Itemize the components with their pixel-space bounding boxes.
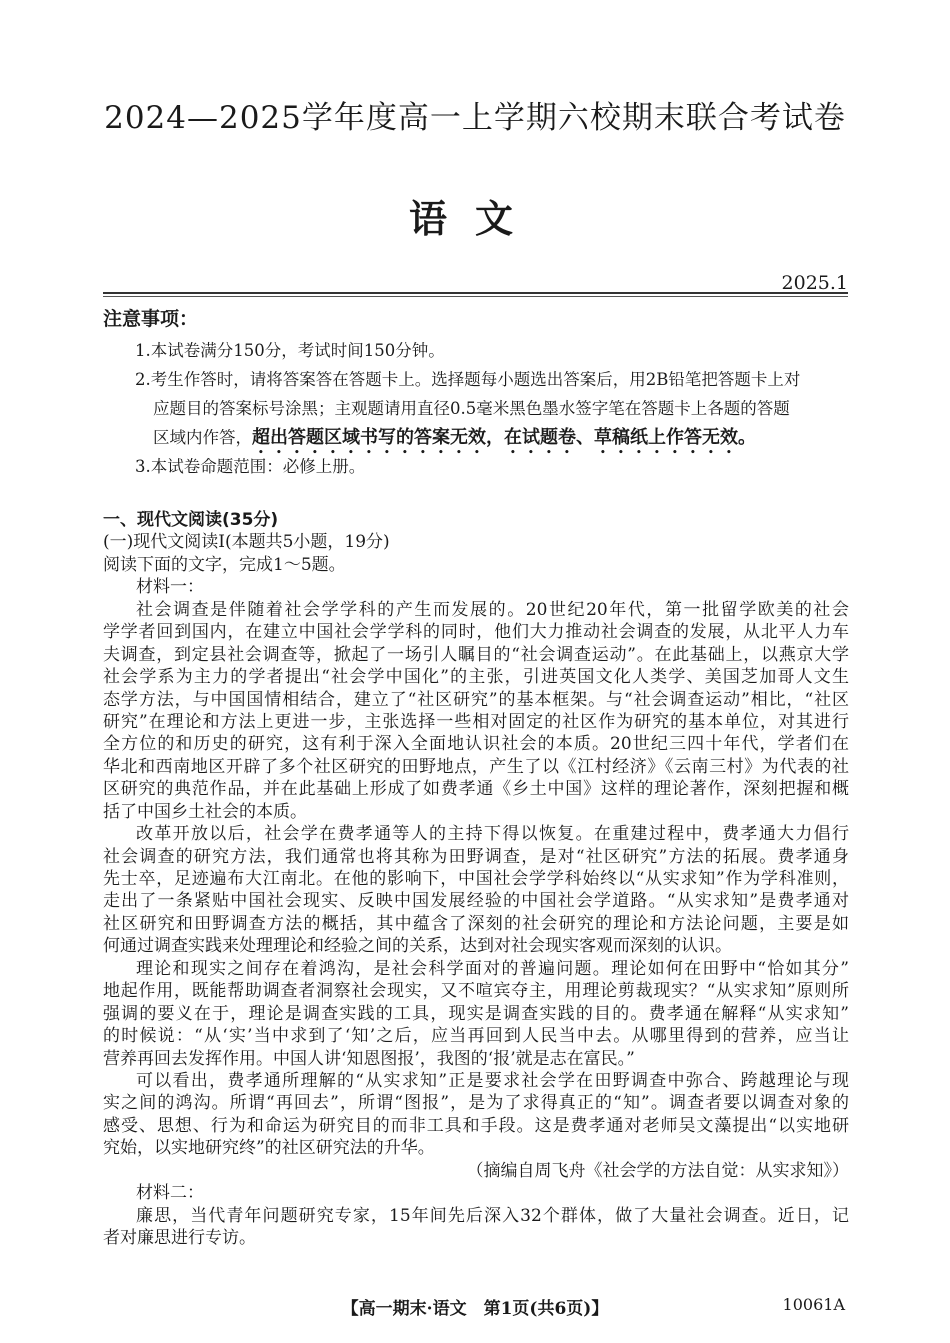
note-item-2-line-2: 应题目的答案标号涂黑；主观题请用直径0.5毫米黑色墨水签字笔在答题卡上各题的答题	[153, 399, 790, 418]
subsection-title: (一)现代文阅读Ⅰ(本题共5小题，19分)	[103, 532, 390, 553]
paragraph-line: 华北和西南地区开辟了多个社区研究的田野地点，产生了以《江村经济》《云南三村》为代表的社	[103, 756, 849, 777]
paragraph-line: 强调的要义在于，理论是调查实践的工具，现实是调查实践的目的。费孝通在解释“从实求知”	[103, 1003, 849, 1024]
paragraph-line: 夫调查，到定县社会调查等，掀起了一场引人瞩目的“社会调查运动”。在此基础上，以燕京大学	[103, 644, 849, 665]
note-item-3: 3.本试卷命题范围：必修上册。	[135, 457, 366, 476]
paragraph-line: 感受、思想、行为和命运为研究目的而非工具和手段。这是费孝通对老师吴文藻提出“以实地研	[103, 1115, 849, 1136]
material-1-label: 材料一：	[136, 577, 204, 598]
material-2-label: 材料二：	[136, 1183, 204, 1204]
exam-title: 2024—2025学年度高一上学期六校期末联合考试卷	[104, 100, 846, 136]
paragraph-line: 的时候说：“从‘实’当中求到了‘知’之后，应当再回到人民当中去。从哪里得到的营养，应当让	[103, 1026, 849, 1047]
page-footer: 【高一期末·语文 第1页(共6页)】	[341, 1299, 609, 1319]
notes-heading: 注意事项：	[103, 308, 199, 330]
exam-date: 2025.1	[781, 272, 848, 294]
source-citation: （摘编自周飞舟《社会学的方法自觉：从实求知》）	[466, 1160, 849, 1181]
paragraph-line: 研究”在理论和方法上更进一步，主张选择一些相对固定的社区作为研究的基本单位，对其进行	[103, 711, 849, 732]
paragraph-line: 廉思，当代青年问题研究专家，15年间先后深入32个群体，做了大量社会调查。近日，记	[136, 1205, 849, 1226]
section-title: 一、现代文阅读(35分)	[103, 510, 279, 530]
paragraph-line: 社会调查的研究方法，我们通常也将其称为田野调查，是对“社区研究”方法的拓展。费孝通身	[103, 846, 849, 867]
note-item-2-line-1: 2.考生作答时，请将答案答在答题卡上。选择题每小题选出答案后，用2B铅笔把答题卡上对	[135, 370, 801, 389]
reading-passage	[103, 509, 849, 1249]
paragraph-line: 地起作用，既能帮助调查者洞察社会现实，又不喧宾夺主，用理论剪裁现实？“从实求知”原则所	[103, 981, 849, 1002]
note-emphasis: 超出答题区域书写的答案无效，在试题卷、草稿纸上作答无效。	[252, 427, 756, 448]
paragraph-line: 实之间的鸿沟。所谓“再回去”，所谓“图报”，是为了求得真正的“知”。调查者要以调查对象的	[103, 1093, 849, 1114]
paragraph-line: 究始，以实地研究终”的社区研究法的升华。	[103, 1138, 435, 1159]
paragraph-line: 理论和现实之间存在着鸿沟，是社会科学面对的普遍问题。理论如何在田野中“恰如其分”	[136, 958, 849, 979]
paragraph-line: 何通过调查实践来处理理论和经验之间的关系，达到对社会现实客观而深刻的认识。	[103, 936, 732, 957]
header-divider	[103, 292, 848, 297]
note-item-2-text: 区域内作答，	[153, 428, 252, 447]
paragraph-line: 态学方法，与中国国情相结合，建立了“社区研究”的基本框架。与“社会调查运动”相比，“社区	[103, 689, 849, 710]
note-item-1: 1.本试卷满分150分，考试时间150分钟。	[135, 341, 445, 360]
note-item-2-line-3	[103, 423, 849, 452]
paper-code: 10061A	[782, 1295, 845, 1314]
paragraph-line: 走出了一条紧贴中国社会现实、反映中国发展经验的中国社会学道路。“从实求知”是费孝通对	[103, 891, 849, 912]
subject-title: 语文	[408, 196, 541, 241]
paragraph-line: 全方位的和历史的研究，这有利于深入全面地认识社会的本质。20世纪三四十年代，学者们在	[103, 734, 849, 755]
notes-section	[103, 306, 849, 481]
paragraph-line: 先士卒，足迹遍布大江南北。在他的影响下，中国社会学学科始终以“从实求知”作为学科准则，	[103, 869, 849, 889]
paragraph-line: 区研究的典范作品，并在此基础上形成了如费孝通《乡土中国》这样的理论著作，深刻把握和概	[103, 779, 849, 800]
paragraph-line: 学学者回到国内，在建立中国社会学学科的同时，他们大力推动社会调查的发展，从北平人力车	[103, 622, 849, 643]
paragraph-line: 社区研究和田野调查方法的概括，其中蕴含了深刻的社会研究的理论和方法论问题，主要是如	[103, 913, 849, 934]
paragraph-line: 者对廉思进行专访。	[103, 1228, 256, 1248]
paragraph-line: 可以看出，费孝通所理解的“从实求知”正是要求社会学在田野调查中弥合、跨越理论与现	[136, 1070, 849, 1091]
paragraph-line: 括了中国乡土社会的本质。	[103, 801, 307, 822]
paragraph-line: 改革开放以后，社会学在费孝通等人的主持下得以恢复。在重建过程中，费孝通大力倡行	[136, 824, 849, 845]
paragraph-line: 营养再回去发挥作用。中国人讲‘知恩图报’，我图的‘报’就是志在富民。”	[103, 1048, 635, 1069]
paragraph-line: 社会调查是伴随着社会学学科的产生而发展的。20世纪20年代，第一批留学欧美的社会	[136, 599, 849, 620]
instruction: 阅读下面的文字，完成1～5题。	[103, 554, 346, 575]
paragraph-line: 社会学系为主力的学者提出“社会学中国化”的主张，引进英国文化人类学、美国芝加哥人文生	[103, 667, 849, 688]
